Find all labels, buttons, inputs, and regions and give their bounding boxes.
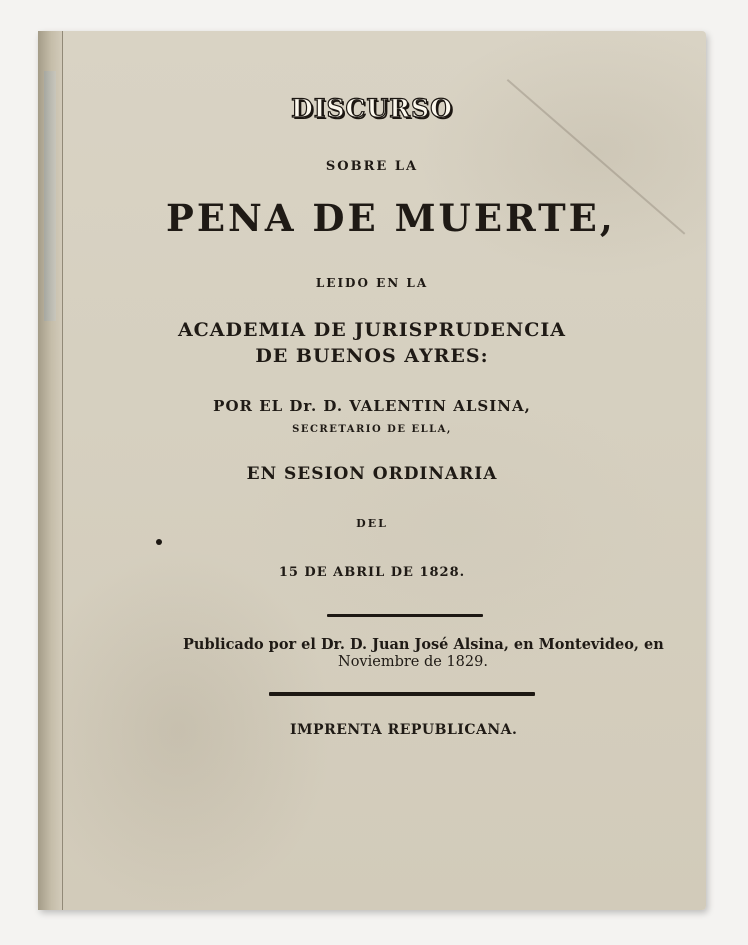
text-leido-en-la: LEIDO EN LA	[315, 276, 429, 290]
text-date: 15 DE ABRIL DE 1828.	[278, 565, 466, 580]
text-author-role: SECRETARIO DE ELLA,	[292, 424, 452, 435]
binding-hole	[156, 539, 162, 545]
text-publication-line-2: Noviembre de 1829.	[338, 654, 488, 670]
text-publication-line-1: Publicado por el Dr. D. Juan José Alsina, en Montevideo, en	[183, 636, 664, 653]
text-author: POR EL Dr. D. VALENTIN ALSINA,	[213, 397, 531, 415]
text-session: EN SESION ORDINARIA	[246, 464, 498, 484]
text-academia-line-1: ACADEMIA DE JURISPRUDENCIA	[177, 319, 567, 341]
pamphlet-cover	[38, 31, 706, 910]
text-academia-line-2: DE BUENOS AYRES:	[255, 345, 489, 367]
title-discurso: DISCURSO	[291, 94, 453, 123]
divider-rule-top	[327, 614, 483, 617]
text-sobre-la: SOBRE LA	[325, 159, 419, 174]
title-pena-de-muerte: PENA DE MUERTE,	[166, 196, 616, 240]
text-del: DEL	[356, 517, 388, 530]
divider-rule-bottom	[269, 692, 535, 696]
text-printer: IMPRENTA REPUBLICANA.	[290, 722, 518, 738]
